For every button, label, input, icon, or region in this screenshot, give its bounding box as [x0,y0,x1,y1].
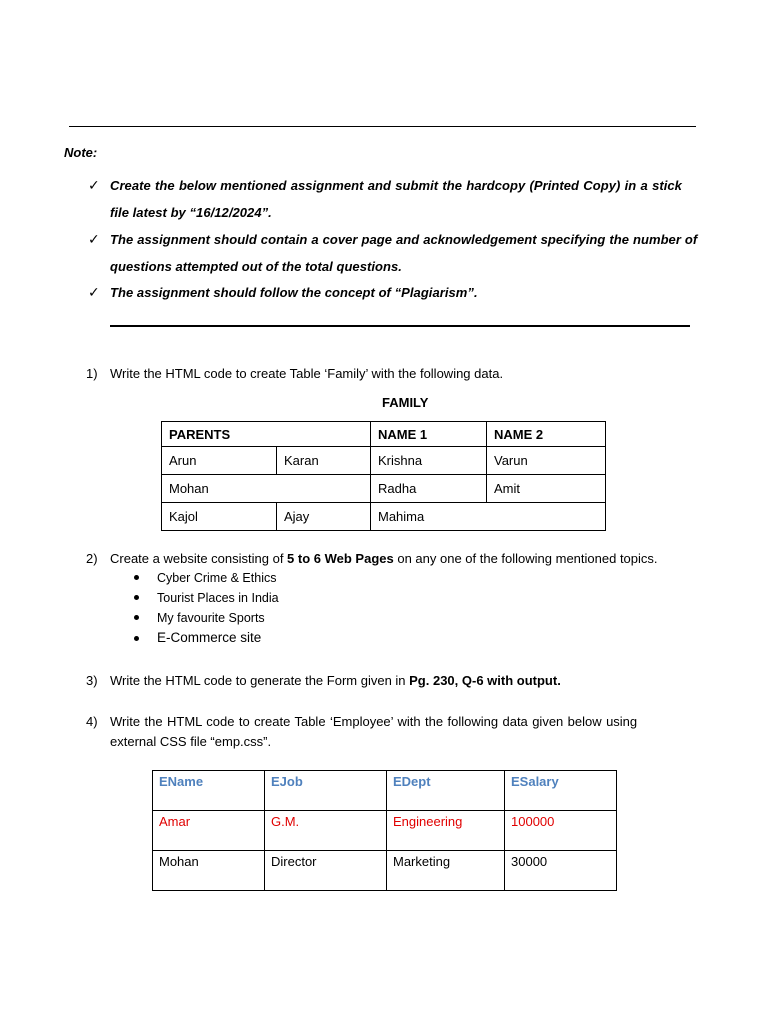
question-4-number: 4) [86,714,98,729]
question-3-number: 3) [86,673,98,688]
question-4-line-1: Write the HTML code to create Table ‘Employee’ with the following data given below using [110,714,638,729]
question-3-text [110,673,561,688]
table-cell: 30000 [505,851,617,891]
bullet-icon [134,636,139,641]
table-cell: Varun [487,447,606,475]
table-row [162,475,606,503]
question-3-text-bold: Pg. 230, Q-6 with output. [409,673,561,688]
table-header-row [153,771,617,811]
note-item-1-line-1: Create the below mentioned assignment and submit the hardcopy (Printed Copy) in a stick [110,178,682,193]
bullet-icon [134,615,139,620]
table-header-row [162,422,606,447]
list-item [134,589,279,609]
topics-list [134,569,279,649]
note-label: Note: [64,145,98,160]
table-header-cell: ESalary [505,771,617,811]
list-item-label: E-Commerce site [157,630,262,645]
table-cell: Marketing [387,851,505,891]
table-cell: G.M. [265,811,387,851]
employee-table [152,770,617,891]
table-cell: Director [265,851,387,891]
list-item-label: Cyber Crime & Ethics [157,571,277,585]
top-divider [69,126,696,127]
table-header-cell: EName [153,771,265,811]
table-row [162,503,606,531]
check-icon: ✓ [88,284,100,300]
question-4-line-2: external CSS file “emp.css”. [110,734,272,749]
table-cell: Amit [487,475,606,503]
list-item-label: My favourite Sports [157,611,265,625]
table-header-cell: NAME 1 [371,422,487,447]
table-cell: Mohan [153,851,265,891]
table-cell: Kajol [162,503,277,531]
check-icon: ✓ [88,177,100,193]
question-2-number: 2) [86,551,98,566]
question-2-text-end: on any one of the following mentioned topics. [393,551,658,566]
bullet-icon [134,575,139,580]
question-1-text: Write the HTML code to create Table ‘Family’ with the following data. [110,366,504,381]
table-cell: Radha [371,475,487,503]
table-cell: Engineering [387,811,505,851]
table-cell: Krishna [371,447,487,475]
table-cell: Mohan [162,475,371,503]
list-item-label: Tourist Places in India [157,591,279,605]
note-item-3-line-1: The assignment should follow the concept of “Plagiarism”. [110,285,478,300]
table-header-cell: PARENTS [162,422,371,447]
table-cell: Karan [277,447,371,475]
table-row [153,811,617,851]
section-divider [110,325,690,327]
note-item-2-line-1: The assignment should contain a cover page and acknowledgement specifying the number of [110,232,698,247]
table-row [162,447,606,475]
question-2-text [110,551,658,566]
table-row [153,851,617,891]
list-item [134,629,279,649]
question-3-text-start: Write the HTML code to generate the Form given in [110,673,410,688]
table-header-cell: EJob [265,771,387,811]
family-table [161,421,606,531]
family-table-title: FAMILY [382,395,429,410]
table-cell: Mahima [371,503,606,531]
question-1-number: 1) [86,366,98,381]
note-item-1-line-2: file latest by “16/12/2024”. [110,205,272,220]
table-cell: Arun [162,447,277,475]
bullet-icon [134,595,139,600]
table-header-cell: EDept [387,771,505,811]
table-cell: 100000 [505,811,617,851]
list-item [134,609,279,629]
question-2-text-start: Create a website consisting of [110,551,288,566]
table-cell: Amar [153,811,265,851]
question-2-text-bold: 5 to 6 Web Pages [287,551,394,566]
note-item-2-line-2: questions attempted out of the total questions. [110,259,402,274]
list-item [134,569,279,589]
check-icon: ✓ [88,231,100,247]
table-header-cell: NAME 2 [487,422,606,447]
table-cell: Ajay [277,503,371,531]
